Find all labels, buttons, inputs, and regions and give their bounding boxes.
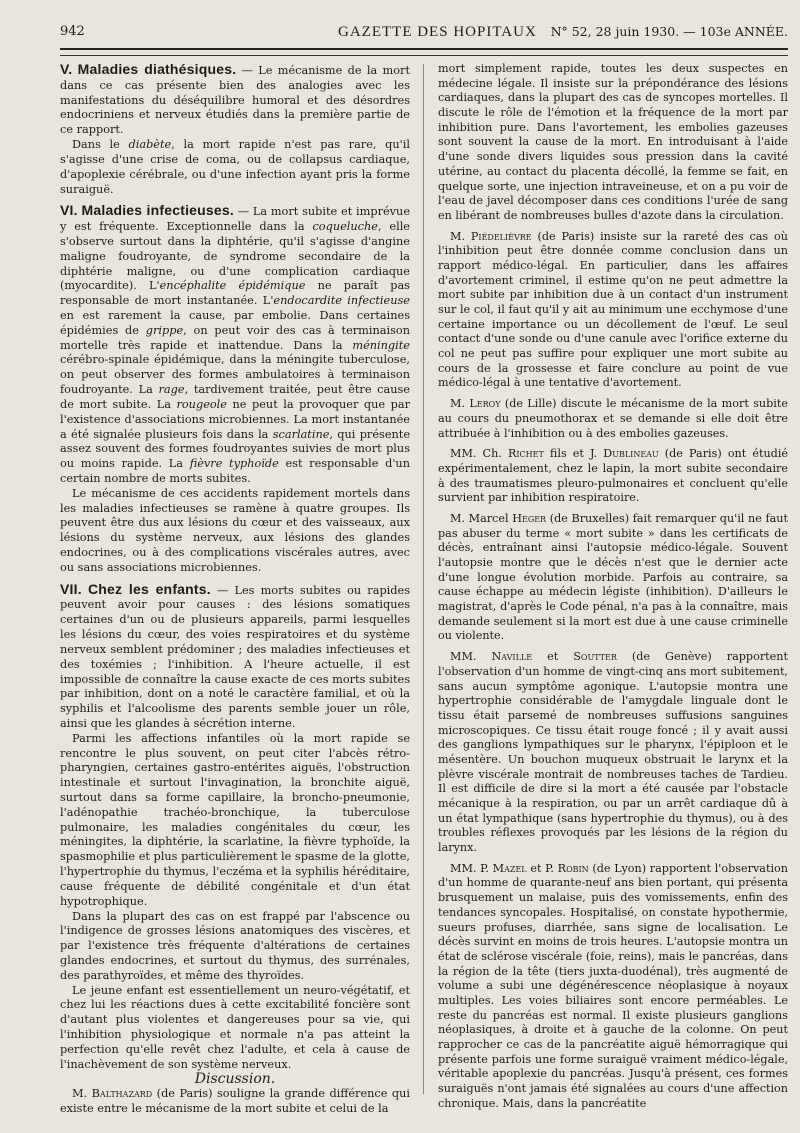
- text-run: , la mort rapide n'est pas rare, qu'il s'agisse d'une crise de coma, ou de collapsus cardiaque, d'apoplexie cérébrale, ou d'une infection ayant pris la forme suraiguë.: [60, 138, 410, 196]
- page-number: 942: [60, 24, 85, 39]
- italic-term: encéphalite épidémique: [159, 279, 306, 293]
- author-name: Heger: [512, 511, 547, 525]
- text-run: M. Marcel: [450, 511, 513, 525]
- text-run: , on peut voir des cas à terminaison mortelle très rapide et inattendue. Dans la: [60, 323, 410, 352]
- text-run: (de Lille) discute le mécanisme de la mort subite au cours du pneumothorax et se demande si elle doit être attribuée à l'inhibition ou à des embolies gazeuses.: [438, 397, 788, 440]
- paragraph-plupart-des-cas: Dans la plupart des cas on est frappé par l'abscence ou l'indigence de grosses lésions anatomiques des viscères, et par l'existence très fréquente d'altérations de certaines glandes endocrines, et surtout du thymus, des surrénales, des parathyroïdes, et même des thyroïdes.: [60, 909, 410, 982]
- paragraph-mazel-robin: [438, 862, 788, 1112]
- author-name: Richet: [507, 447, 544, 461]
- discussion-title: Discussion.: [194, 1071, 276, 1088]
- text-run: MM. P.: [450, 861, 493, 875]
- paragraph-text: — Les morts subites ou rapides peuvent avoir pour causes : des lésions somatiques certaines d'un ou de plusieurs appareils, parmi lesquelles les lésions du cœur, des voies respiratoires et du système nerveux semblent prédominer ; des maladies infectieuses et des toxémies ; l'inhibition. A l'heure actuelle, il est impossible de connaître la cause exacte de ces morts subites par inhibition, dont on a noté le caractère familial, et où la syphilis et l'alcoolisme des parents semble jouer un rôle, ainsi que les glandes à sécrétion interne.: [60, 583, 411, 730]
- paragraph-richet-dublineau: [438, 447, 788, 506]
- text-run: (de Paris) souligne la grande différence qui existe entre le mécanisme de la mort subite et celui de la: [60, 1087, 410, 1116]
- text-run: Dans le: [72, 138, 129, 152]
- italic-term: scarlatine: [272, 427, 330, 441]
- section-heading: Chez les enfants.: [87, 580, 211, 597]
- text-run: (de Paris) insiste sur la rareté des cas où l'inhibition peut être donnée comme conclusion dans un rapport médico-légal. En particulier, dans les affaires d'avortement criminel, il estime qu'on ne peut admettre la mort subite par inhibition due à un contact d'un instrument sur le col, il faut qu'il y ait au minimum une ecchymose d'une certaine importance ou un décollement de l'œuf. Le seul contact d'une sonde ou d'une canule avec l'orifice externe du col ne peut pas suffire pour expliquer une mort subite au cours de la grossesse et faire conclure au point de vue médico-légal à une tentative d'avortement.: [438, 229, 788, 390]
- text-run: (de Genève) rapportent l'observation d'un homme de vingt-cinq ans mort subitement, sans aucun symptôme agonique. L'autopsie montra une hypertrophie considérable de l'amygdale linguale dont le tissu était parsemé de nombreuses suffusions sanguines microscopiques. Ce tissu était rouge foncé ; il y avait aussi des ganglions lympathiques sur le pharynx, l'épiploon et le mésentère. Un bouchon muqueux obstruait le larynx et la plèvre viscérale montrait de nombreuses taches de Tardieu. Il est difficile de dire si la mort a été causée par l'obstacle mécanique à la respiration, ou par un arrêt cardiaque dû à un état lympathique (sans hypertrophie du thymus), ou à des troubles réflexes provoqués par les lésions de la région du larynx.: [438, 650, 788, 855]
- author-name: Naville: [491, 650, 533, 664]
- text-run: , elle s'observe surtout dans la diphtérie, qu'il s'agisse d'angine maligne foudroyante, de syndrome secondaire de la diphtérie maligne, ou d'une complication cardiaque (myocardite). L': [60, 220, 410, 293]
- text-run: MM.: [450, 650, 492, 664]
- text-run: (de Paris) ont étudié expérimentalement, chez le lapin, la mort subite secondaire à des traumatismes pleuro-pulmonaires et concluent qu'elle survient par inhibition respiratoire.: [438, 447, 789, 505]
- author-name: Mazel: [492, 861, 527, 875]
- italic-term: diabète: [128, 138, 172, 152]
- text-run: M.: [450, 397, 470, 411]
- text-run: ne peut la provoquer que par l'existence d'associations microbiennes. La mort instantanée a été signalée plusieurs fois dans la: [60, 397, 410, 441]
- paragraph-mecanisme: Le mécanisme de ces accidents rapidement mortels dans les maladies infectieuses se ramène à quatre groupes. Ils peuvent être dus aux lésions du cœur et des vaisseaux, aux lésions du système nerveux, aux lésions des glandes endocrines, ou à des complications viscérales autres, avec ou sans associations microbiennes.: [60, 486, 410, 574]
- paragraph-diabete: [60, 138, 410, 197]
- header-rule-thin: [60, 55, 788, 56]
- header-rule-thick: [60, 48, 788, 50]
- italic-term: méningite: [352, 338, 410, 352]
- paragraph-affections-infantiles: Parmi les affections infantiles où la mort rapide se rencontre le plus souvent, on peut citer l'abcès rétro-pharyngien, certaines gastro-entérites aiguës, l'obstruction intestinale et surtout l'invagination, la bronchite aiguë, surtout dans sa forme capillaire, la broncho-pneumonie, l'adénopathie trachéo-bronchique, la tuberculose pulmonaire, les maladies congénitales du cœur, les méningites, la diphtérie, la scarlatine, la fièvre typhoïde, la spasmophilie et plus particulièrement le spasme de la glotte, l'hypertrophie du thymus, l'eczéma et la syphilis héréditaire, cause fréquente de débilité congénitale et d'un état hypotrophique.: [60, 731, 410, 908]
- paragraph-mort-rapide: mort simplement rapide, toutes les deux suspectes en médecine légale. Il insiste sur la prépondérance des lésions cardiaques, dans la plupart des cas de syncopes mortelles. Il discute le rôle de l'émotion et la fréquence de la mort par inhibition pure. Dans l'avortement, les embolies gazeuses sont souvent la cause de la mort. En introduisant à l'aide d'une sonde divers liquides sous pression dans la cavité utérine, au contact du placenta décollé, la femme se fait, en quelque sorte, une injection intraveineuse, et on a pu voir de l'eau de javel décomposer dans ces conditions l'urée de sang en libérant de nombreuses bulles d'azote dans la circulation.: [438, 62, 788, 222]
- section-heading: Maladies diathésiques.: [77, 61, 237, 77]
- text-run: ne paraît pas responsable de mort instantanée. L': [60, 279, 410, 308]
- author-name: Dublineau: [603, 447, 659, 461]
- section-number: VII.: [60, 580, 82, 597]
- text-run: (de Lyon) rapportent l'observation d'un homme de quarante-neuf ans bien portant, qui présenta brusquement un malaise, puis des vomissements, enfin des tendances syncopales. Hospitalisé, on constate hypothermie, sueurs profuses, diarrhée, sans signe de localisation. Le décès survint en moins de trois heures. L'autopsie montra un état de sclérose viscérale (foie, reins), mais le pancréas, dans la région de la tête (tiers juxta-duodénal), très augmenté de volume a subi une dégénérescence néoplasique à noyaux multiples. Les voies biliaires sont encore perméables. Le reste du pancréas est normal. Il existe plusieurs ganglions néoplasiques, à droite et à gauche de la colonne. On peut rapprocher ce cas de la pancréatite aiguë hémorragique qui présente parfois une forme suraiguë vraiment médico-légale, véritable apoplexie du pancréas. Jusqu'à présent, ces formes suraiguës n'ont jamais été signalées au cours d'une affection chronique. Mais, dans la pancréatite: [438, 861, 788, 1110]
- text-run: est responsable d'un certain nombre de morts subites.: [60, 457, 410, 485]
- text-run: et: [532, 650, 574, 664]
- italic-term: rougeole: [176, 397, 227, 411]
- text-run: cérébro-spinale épidémique, dans la méningite tuberculose, on peut observer des formes ambulatoires à terminaison foudroyante. La: [60, 353, 410, 397]
- text-run: — La mort subite et imprévue y est fréquente. Exceptionnelle dans la: [60, 205, 410, 234]
- column-divider: [423, 64, 424, 1094]
- paragraph-balthazard: [60, 1087, 410, 1117]
- issue-info: N° 52, 28 juin 1930. — 103e ANNÉE.: [550, 24, 788, 39]
- italic-term: coqueluche: [312, 220, 378, 234]
- running-header: [60, 22, 788, 44]
- paragraph-jeune-enfant: Le jeune enfant est essentiellement un neuro-végétatif, et chez lui les réactions dues à cette excitabilité foncière sont d'autant plus violentes et dangereuses pour sa vie, qui l'inhibition physiologique et normale n'a pas atteint la perfection qu'elle revêt chez l'adulte, et cela à cause de l'inachèvement de son système nerveux.: [60, 983, 410, 1071]
- section-number: VI.: [60, 202, 78, 219]
- italic-term: endocardite infectieuse: [273, 294, 410, 308]
- paragraph-heger: [438, 512, 788, 644]
- author-name: Robin: [557, 861, 589, 875]
- text-run: en est rarement la cause, par embolie. Dans certaines épidémies de: [60, 309, 410, 337]
- text-run: (de Bruxelles) fait remarquer qu'il ne faut pas abuser du terme « mort subite » dans les certificats de décès, entraînant ainsi l'autopsie médico-légale. Souvent l'autopsie montre que le décès n'est que le dernier acte d'une longue évolution morbide. Parfois au contraire, sa cause échappe au médecin légiste (inhibition). D'ailleurs le magistrat, d'après le Code pénal, n'a pas à la connaître, mais demande seulement si la mort est due à une cause criminelle ou violente.: [438, 511, 788, 643]
- text-run: M.: [450, 229, 471, 243]
- text-run: et P.: [526, 861, 558, 875]
- paragraph-naville-soutter: [438, 650, 788, 856]
- journal-title: GAZETTE DES HOPITAUX: [338, 24, 537, 40]
- section-heading: Maladies infectieuses.: [81, 202, 234, 219]
- text-run: M.: [72, 1087, 92, 1101]
- text-run: , qui présente assez souvent des formes foudroyantes suivies de mort plus ou moins rapide. La: [60, 427, 411, 471]
- author-name: Leroy: [469, 397, 501, 411]
- text-run: fils et J.: [543, 447, 604, 461]
- right-column: [438, 62, 788, 1111]
- section-number: V.: [60, 61, 73, 77]
- author-name: Piédelièvre: [470, 229, 532, 243]
- italic-term: grippe: [145, 323, 184, 337]
- paragraph-leroy: [438, 397, 788, 441]
- paragraph-text: — Le mécanisme de la mort dans ce cas présente bien des analogies avec les manifestations du déséquilibre humoral et des désordres endocriniens et nerveux étudiés dans la première partie de ce rapport.: [60, 64, 410, 137]
- left-column: [60, 62, 410, 1117]
- section-maladies-infectieuses: [60, 203, 410, 486]
- section-maladies-diathesiques: [60, 62, 410, 138]
- paragraph-piedelievre: [438, 230, 788, 392]
- author-name: Soutter: [573, 650, 617, 664]
- section-chez-les-enfants: [60, 582, 410, 732]
- italic-term: rage: [158, 383, 185, 397]
- italic-term: fièvre typhoïde: [189, 457, 279, 471]
- text-run: , tardivement traitée, peut être cause de mort subite. La: [60, 383, 410, 411]
- text-run: MM. Ch.: [450, 447, 508, 461]
- author-name: Balthazard: [91, 1087, 153, 1101]
